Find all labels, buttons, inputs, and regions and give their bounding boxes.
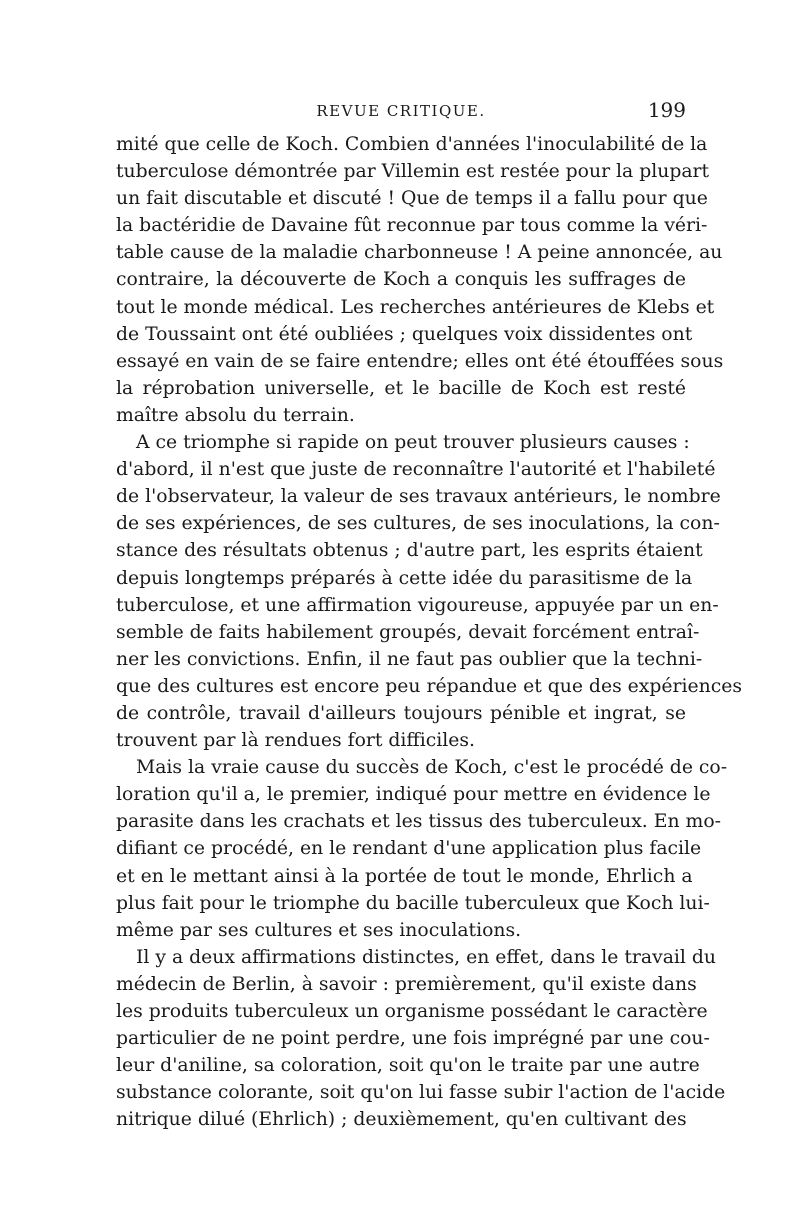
text-line: depuis longtemps préparés à cette idée du parasitisme de la [116, 567, 693, 589]
text-line: trouvent par là rendues fort difficiles. [116, 730, 476, 752]
text-line: les produits tuberculeux un organisme possédant le caractère [116, 1001, 708, 1022]
text-line: plus fait pour le triomphe du bacille tuberculeux que Koch lui- [116, 892, 710, 914]
text-line: la bactéridie de Davaine fût reconnue par tous comme la véri- [116, 215, 708, 237]
body-text [116, 131, 742, 1133]
text-line: parasite dans les crachats et les tissus des tuberculeux. En mo- [116, 811, 721, 833]
text-line: table cause de la maladie charbonneuse ! A peine annoncée, au [116, 242, 723, 264]
text-line: que des cultures est encore peu répandue et que des expériences [116, 675, 742, 697]
text-line: la réprobation universelle, et le bacille de Koch est resté [116, 377, 686, 399]
text-line: de l'observateur, la valeur de ses travaux antérieurs, le nombre [116, 486, 721, 508]
text-line: semble de faits habilement groupés, devait forcément entraî- [116, 621, 700, 643]
text-line: d'abord, il n'est que juste de reconnaître l'autorité et l'habileté [116, 459, 716, 481]
text-line: contraire, la découverte de Koch a conquis les suffrages de [116, 269, 686, 291]
paragraph [116, 754, 728, 944]
text-line: et en le mettant ainsi à la portée de tout le monde, Ehrlich a [116, 865, 693, 887]
text-line: même par ses cultures et ses inoculations. [116, 919, 522, 941]
text-line: stance des résultats obtenus ; d'autre part, les esprits étaient [116, 540, 703, 562]
text-line: de contrôle, travail d'ailleurs toujours pénible et ingrat, se [116, 702, 686, 724]
text-line: nitrique dilué (Ehrlich) ; deuxièmement, qu'en cultivant des [116, 1109, 687, 1131]
text-line: mité que celle de Koch. Combien d'années l'inoculabilité de la [116, 134, 708, 155]
text-line: un fait discutable et discuté ! Que de temps il a fallu pour que [116, 188, 708, 210]
running-header [116, 98, 686, 126]
text-line: tuberculose, et une affirmation vigoureuse, appuyée par un en- [116, 594, 719, 616]
paragraph [116, 131, 724, 429]
text-line: substance colorante, soit qu'on lui fasse subir l'action de l'acide [116, 1082, 726, 1104]
text-line: leur d'aniline, sa coloration, soit qu'on le traite par une autre [116, 1055, 700, 1077]
text-line: de Toussaint ont été oubliées ; quelques voix dissidentes ont [116, 323, 693, 345]
text-line: essayé en vain de se faire entendre; elles ont été étouffées sous [116, 350, 724, 372]
paragraph [116, 944, 726, 1134]
running-title: REVUE CRITIQUE. [316, 102, 486, 120]
text-line: tout le monde médical. Les recherches antérieures de Klebs et [116, 296, 715, 318]
page-number: 199 [647, 98, 686, 122]
text-line: de ses expériences, de ses cultures, de ses inoculations, la con- [116, 513, 720, 535]
text-line: A ce triomphe si rapide on peut trouver plusieurs causes : [136, 432, 690, 454]
text-line: Mais la vraie cause du succès de Koch, c'est le procédé de co- [136, 757, 728, 779]
text-line: particulier de ne point perdre, une fois imprégné par une cou- [116, 1028, 710, 1050]
text-line: ner les convictions. Enfin, il ne faut pas oublier que la techni- [116, 648, 703, 670]
text-line: maître absolu du terrain. [116, 404, 355, 426]
text-line: loration qu'il a, le premier, indiqué pour mettre en évidence le [116, 784, 711, 806]
text-line: difiant ce procédé, en le rendant d'une application plus facile [116, 838, 702, 860]
text-line: Il y a deux affirmations distinctes, en effet, dans le travail du [136, 946, 716, 968]
paragraph [116, 429, 742, 754]
text-line: médecin de Berlin, à savoir : premièrement, qu'il existe dans [116, 973, 697, 995]
text-line: tuberculose démontrée par Villemin est restée pour la plupart [116, 161, 710, 183]
